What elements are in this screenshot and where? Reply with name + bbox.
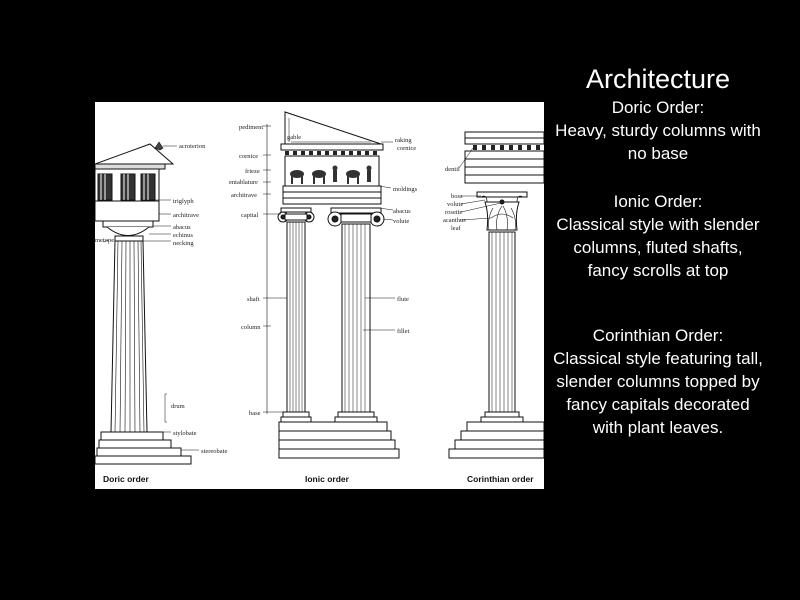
doric-description xyxy=(552,96,764,165)
doric-label-necking: necking xyxy=(173,240,194,247)
ionic-description xyxy=(552,190,764,282)
ionic-text: Classical style with slender columns, fluted shafts, fancy scrolls at top xyxy=(556,215,760,280)
corinthian-description xyxy=(552,324,764,439)
ionic-label-frieze: frieze xyxy=(245,168,260,175)
slide-title: Architecture xyxy=(585,64,731,94)
doric-label-stereobate: stereobate xyxy=(201,448,228,455)
corinthian-label-dentil: dentil xyxy=(445,166,460,173)
doric-caption: Doric order xyxy=(103,474,149,484)
ionic-label-capital: capital xyxy=(241,212,259,219)
ionic-label-raking: raking xyxy=(395,137,412,144)
doric-label-acroterion: acroterion xyxy=(179,143,206,150)
corinthian-label-leaf: leaf xyxy=(451,225,461,232)
doric-label-metope: metope xyxy=(95,237,115,244)
doric-label-echinus: echinus xyxy=(173,232,193,239)
ionic-label-raking-cornice: cornice xyxy=(397,145,417,152)
ionic-label-fillet: fillet xyxy=(397,328,410,335)
corinthian-label-rosette: rosette xyxy=(445,209,463,216)
ionic-label-cornice-left: cornice xyxy=(239,153,259,160)
doric-label-triglyph: triglyph xyxy=(173,198,194,205)
ionic-heading: Ionic Order: xyxy=(613,192,703,211)
corinthian-text: Classical style featuring tall, slender columns topped by fancy capitals decorated with plant leaves. xyxy=(553,349,763,437)
doric-heading: Doric Order: xyxy=(611,98,705,117)
ionic-caption: Ionic order xyxy=(305,474,349,484)
doric-label-architrave: architrave xyxy=(173,212,199,219)
corinthian-label-boss: boss xyxy=(451,193,463,200)
corinthian-label-acanthus: acanthus xyxy=(443,217,466,224)
orders-illustration xyxy=(95,102,544,489)
ionic-label-gable: gable xyxy=(287,134,302,141)
doric-text: Heavy, sturdy columns with no base xyxy=(555,121,761,163)
corinthian-label-volute: volute xyxy=(447,201,464,208)
architecture-orders-diagram xyxy=(95,102,544,489)
ionic-label-shaft: shaft xyxy=(247,296,260,303)
ionic-label-entablature: entablature xyxy=(229,179,258,186)
corinthian-caption: Corinthian order xyxy=(467,474,534,484)
ionic-label-column: column xyxy=(241,324,261,331)
doric-label-stylobate: stylobate xyxy=(173,430,197,437)
corinthian-heading: Corinthian Order: xyxy=(592,326,724,345)
ionic-label-architrave: architrave xyxy=(231,192,257,199)
ionic-label-moldings: moldings xyxy=(393,186,418,193)
ionic-label-volute: volute xyxy=(393,218,410,225)
doric-label-drum: drum xyxy=(171,403,185,410)
ionic-label-pediment: pediment xyxy=(239,124,264,131)
ionic-label-flute: flute xyxy=(397,296,409,303)
doric-label-abacus: abacus xyxy=(173,224,191,231)
ionic-label-base: base xyxy=(249,410,261,417)
ionic-label-abacus: abacus xyxy=(393,208,411,215)
